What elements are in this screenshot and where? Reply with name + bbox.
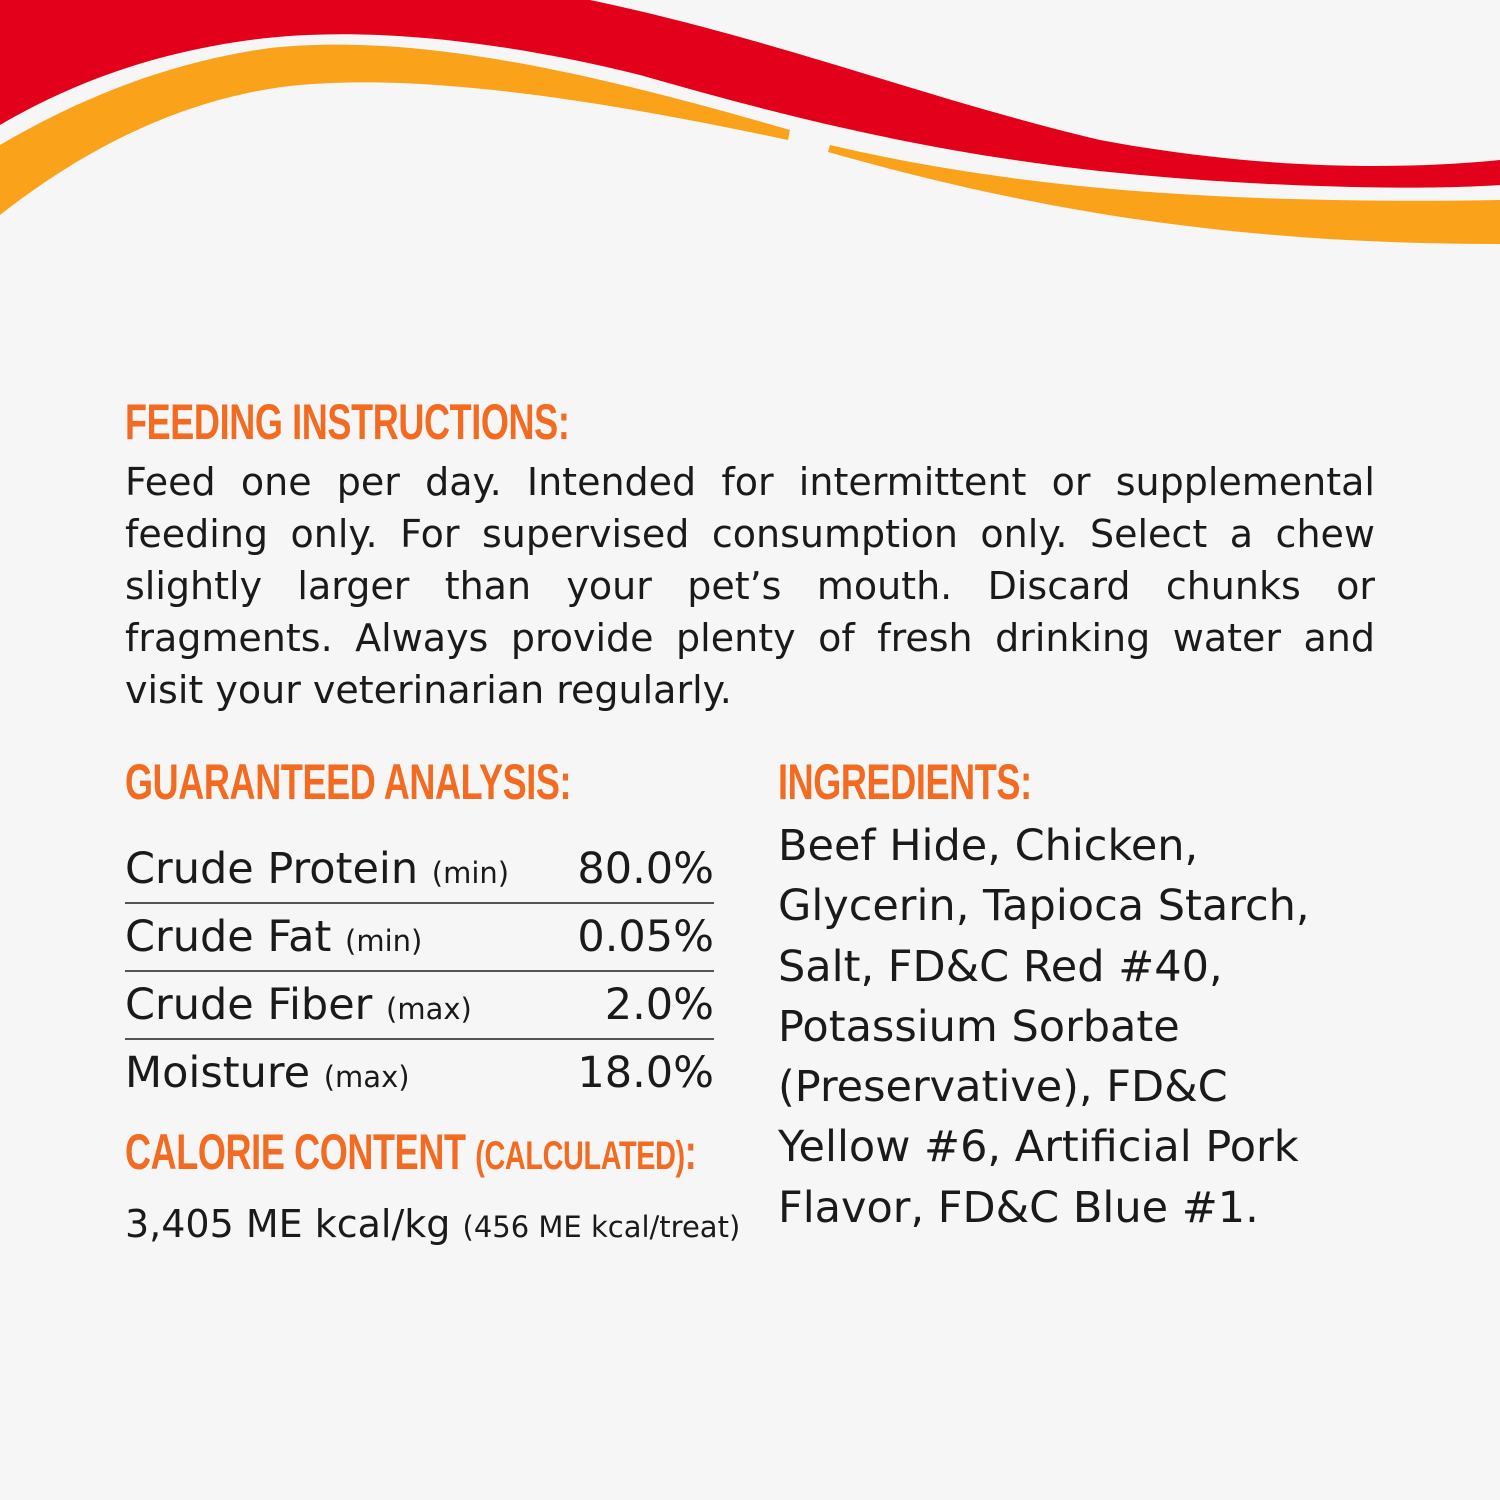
analysis-value: 80.0% <box>577 844 714 894</box>
analysis-row-crude-protein <box>125 836 714 904</box>
calorie-calculated-label: (CALCULATED) <box>475 1134 685 1178</box>
ingredients-line: Glycerin, Tapioca Starch, <box>778 881 1310 932</box>
calorie-content-heading: CALORIE CONTENT (CALCULATED): <box>125 1124 697 1180</box>
ingredients-line: Potassium Sorbate <box>778 1001 1180 1052</box>
decorative-wave-banner <box>0 0 1500 260</box>
analysis-row-crude-fat <box>125 904 714 972</box>
analysis-label: Crude Fat (min) <box>125 912 423 962</box>
analysis-value: 2.0% <box>604 980 714 1030</box>
ingredients-line: (Preservative), FD&C <box>778 1062 1228 1113</box>
analysis-label: Crude Fiber (max) <box>125 980 472 1030</box>
analysis-row-crude-fiber <box>125 972 714 1040</box>
ingredients-line: Salt, FD&C Red #40, <box>778 941 1223 992</box>
analysis-row-moisture <box>125 1040 714 1106</box>
ingredients-line: Beef Hide, Chicken, <box>778 821 1199 871</box>
ingredients-line: Yellow #6, Artificial Pork <box>778 1122 1299 1173</box>
ingredients-line: Flavor, FD&C Blue #1. <box>778 1182 1259 1233</box>
guaranteed-analysis-table <box>125 836 714 1106</box>
analysis-value: 18.0% <box>577 1048 714 1098</box>
feeding-instructions-text: Feed one per day. Intended for intermittent or supplemental feeding only. For supervised consumption only. Select a chew slightly larger than your pet’s mouth. Discard chunks or fragments. Always provide plenty of fresh drinking water and visit your veterinarian regularly. <box>125 460 1375 712</box>
ingredients-list <box>778 816 1378 1238</box>
feeding-instructions-heading: FEEDING INSTRUCTIONS: <box>125 394 570 450</box>
guaranteed-analysis-heading: GUARANTEED ANALYSIS: <box>125 754 572 810</box>
analysis-label: Moisture (max) <box>125 1048 410 1098</box>
ingredients-heading: INGREDIENTS: <box>778 754 1032 810</box>
analysis-label: Crude Protein (min) <box>125 844 510 894</box>
analysis-value: 0.05% <box>577 912 714 962</box>
calorie-per-treat: (456 ME kcal/treat) <box>462 1210 741 1244</box>
calorie-content-value: 3,405 ME kcal/kg (456 ME kcal/treat) <box>125 1202 741 1246</box>
